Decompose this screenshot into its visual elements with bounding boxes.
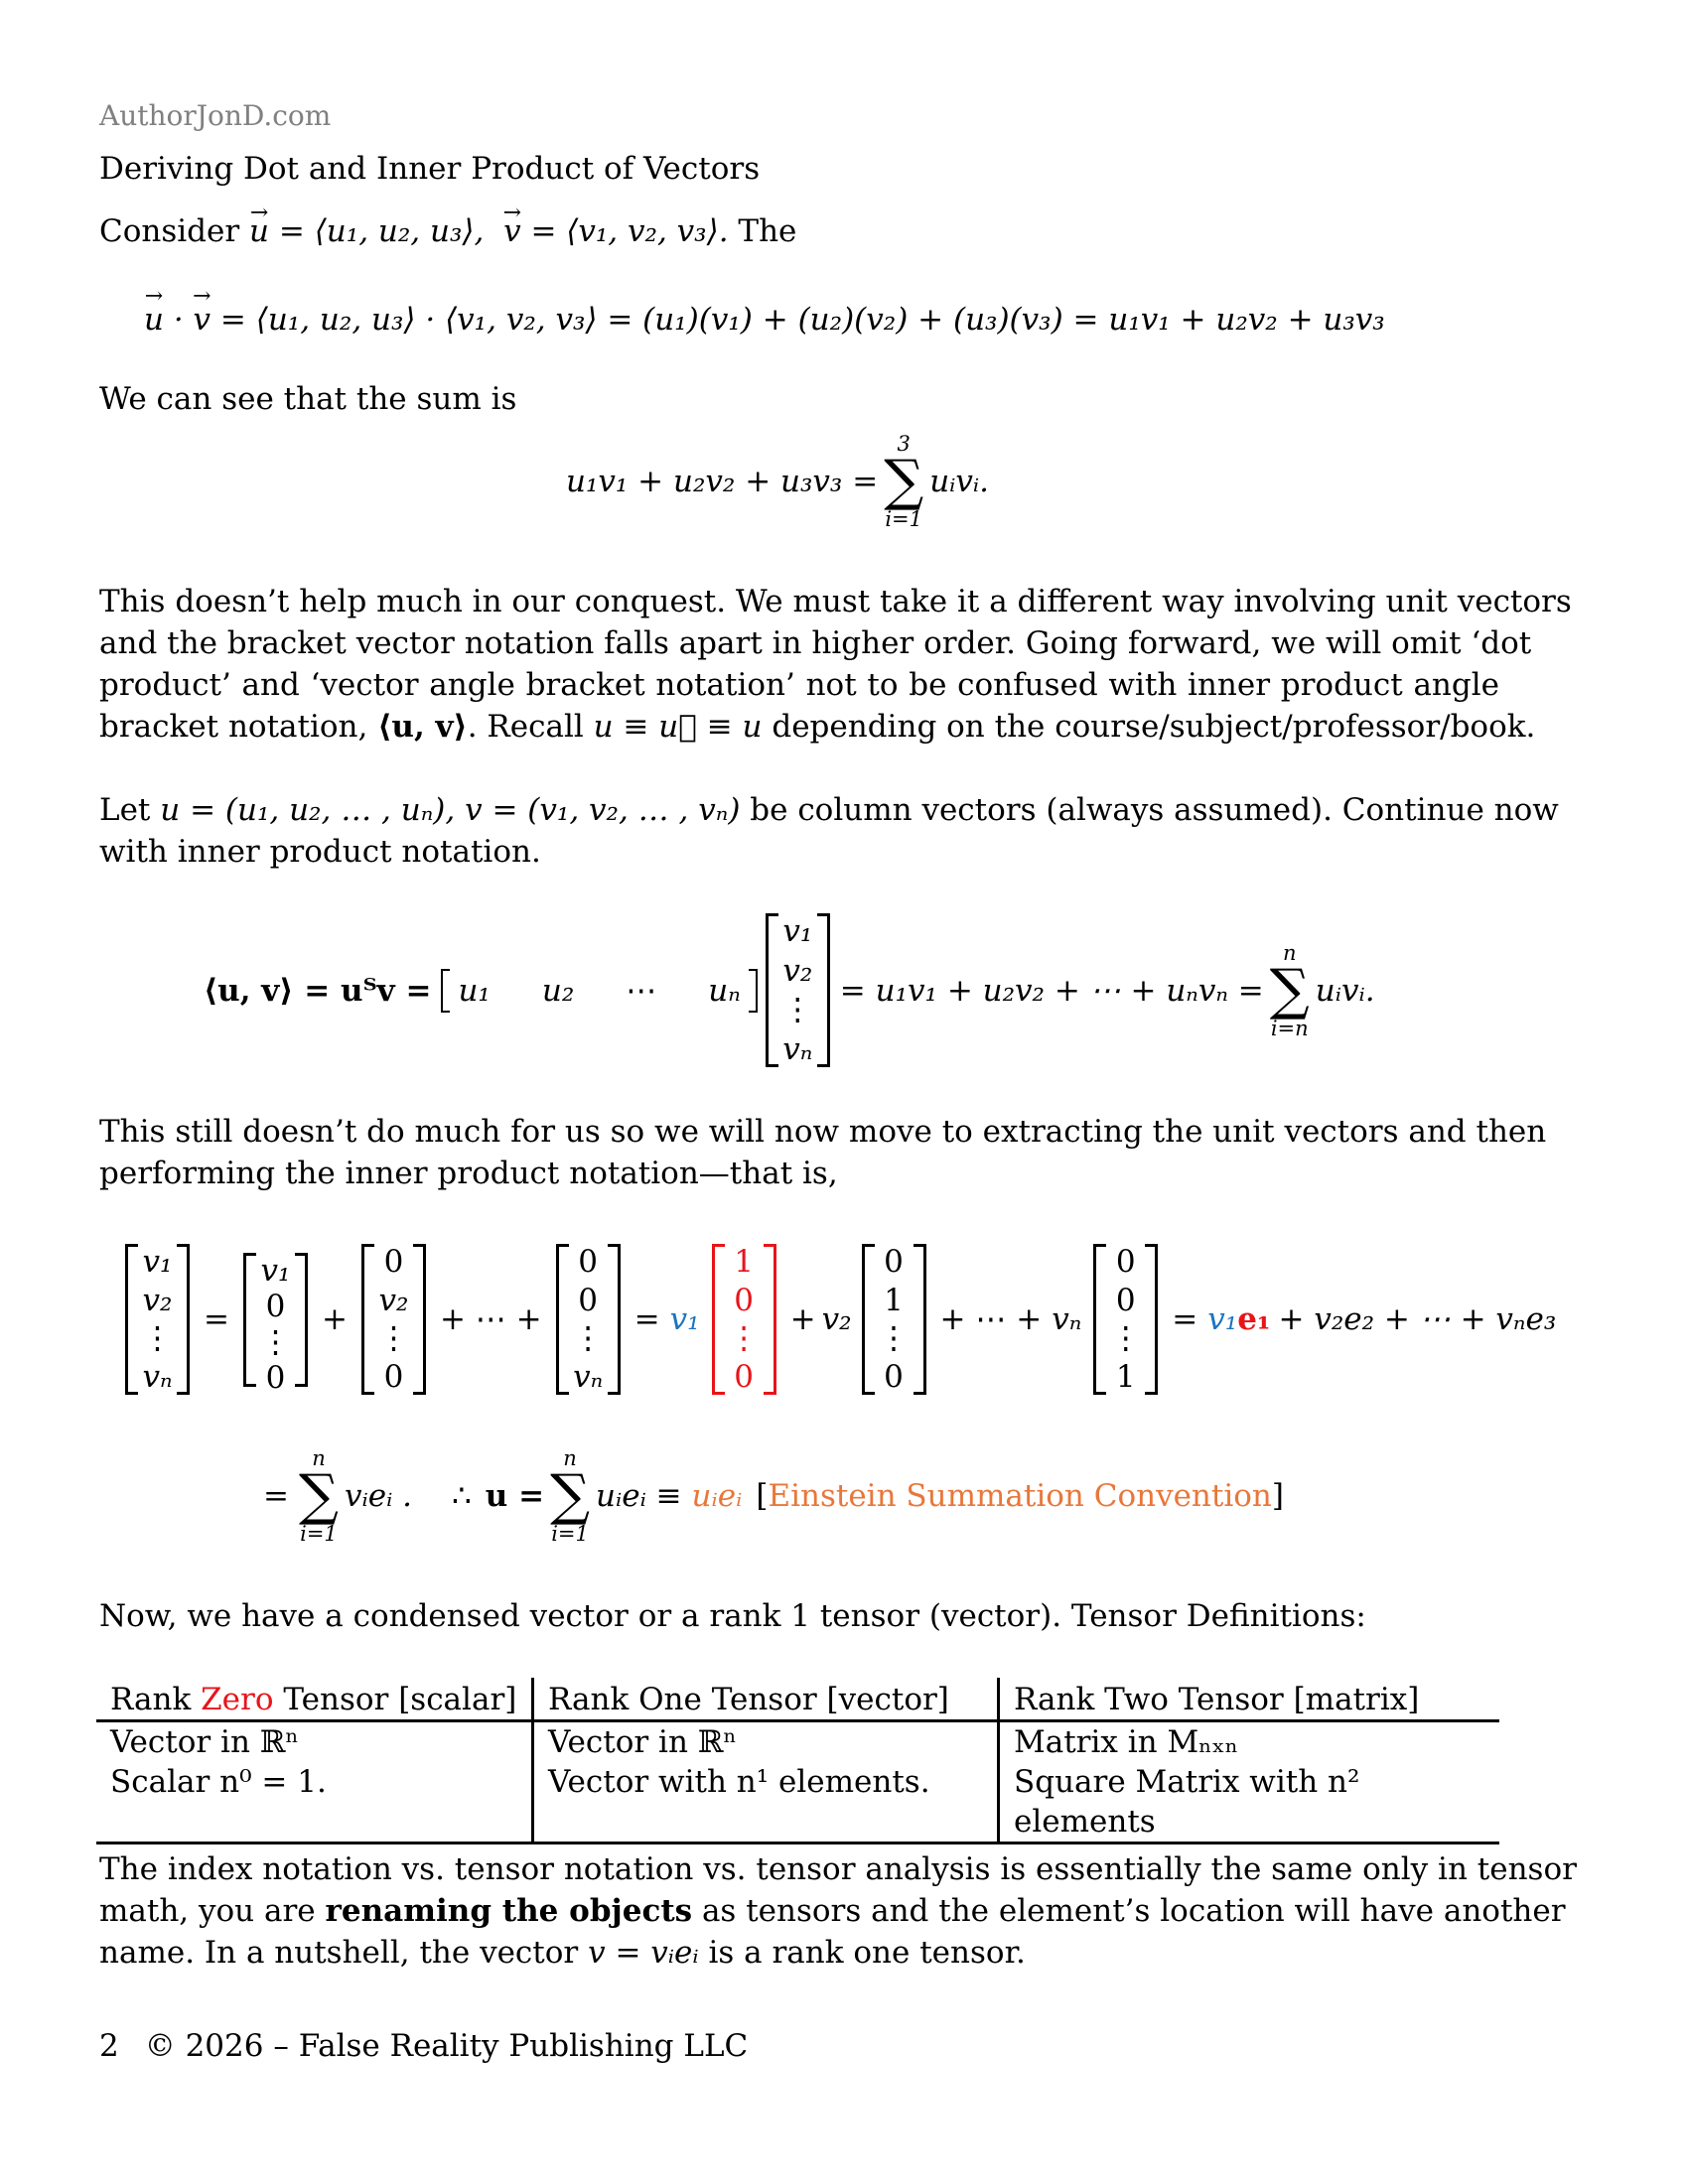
cell: vₙ [142, 1358, 173, 1395]
inner-product-equation [204, 908, 1375, 1072]
notation-equivalence: u ≡ u⃗ ≡ u [593, 709, 763, 745]
cell: v₁ [142, 1244, 173, 1280]
para2-let: Let [99, 792, 161, 828]
sum-lower-limit: i=n [1270, 1016, 1309, 1040]
row-cell: u₂ [541, 972, 575, 1009]
header-rank-zero [96, 1678, 533, 1721]
cell-r2-c1: Scalar n⁰ = 1. [96, 1762, 533, 1843]
cell: ⋮ [377, 1320, 409, 1357]
sum-upper-limit: 3 [897, 432, 911, 456]
para4-line-3 [99, 1932, 1499, 1974]
para4-suffix: as tensors and the element’s location will have another [692, 1893, 1566, 1929]
result-rest: + v₂e₂ + ⋯ + vₙe₃ [1278, 1301, 1557, 1337]
cell: 0 [383, 1358, 404, 1395]
cell: ⋮ [1110, 1320, 1142, 1357]
cell: v₁ [260, 1252, 291, 1289]
cell: 1 [1115, 1358, 1136, 1395]
cell: ⋮ [878, 1320, 910, 1357]
unit-vector-e2 [862, 1244, 926, 1395]
cell: 0 [884, 1244, 904, 1280]
page-footer [99, 2025, 748, 2067]
paragraph-extracting [99, 1111, 1547, 1194]
cell: ⋮ [142, 1320, 173, 1357]
highlight-zero: Zero [201, 1682, 274, 1717]
col-cell: ⋮ [781, 992, 813, 1028]
page-title: Deriving Dot and Inner Product of Vectors [99, 151, 761, 187]
cell: 1 [884, 1282, 904, 1318]
cell: v₂ [142, 1282, 173, 1318]
col-cell: v₁ [782, 913, 813, 949]
site-header: AuthorJonD.com [99, 99, 332, 132]
therefore-symbol: ∴ [452, 1478, 472, 1514]
intro-line [99, 210, 796, 252]
page-number: 2 [99, 2028, 119, 2064]
sum-term-u: uᵢeᵢ ≡ [596, 1478, 682, 1514]
einstein-convention-label: Einstein Summation Convention [768, 1478, 1272, 1514]
cell: 1 [734, 1244, 754, 1280]
intro-prefix: Consider [99, 213, 250, 249]
sum-lower-limit: i=1 [300, 1522, 338, 1546]
cell: ⋮ [259, 1323, 291, 1360]
sum3-lhs: u₁v₁ + u₂v₂ + u₃v₃ = [566, 464, 879, 499]
sum-upper-limit: n [1283, 940, 1297, 965]
cell: ⋮ [728, 1320, 760, 1357]
copyright: © 2026 – False Reality Publishing LLC [144, 2028, 749, 2064]
para4-prefix: math, you are [99, 1893, 326, 1929]
sum-upper-limit: n [563, 1446, 577, 1470]
sum-upper-limit: n [312, 1446, 326, 1470]
inner-lhs: ⟨u, v⟩ = uᵀv = [204, 972, 432, 1009]
einstein-equation: = n ∑ i=1 vᵢeᵢ . ∴ u = n ∑ i=1 uᵢeᵢ ≡ uᵢeᵢ [Einstein Summation Convention] [263, 1446, 1285, 1546]
col-cell: v₂ [782, 952, 813, 989]
header-text: Rank [110, 1682, 202, 1717]
para4-line-2 [99, 1890, 1566, 1932]
table-header-row [96, 1678, 1499, 1721]
cell: vₙ [573, 1358, 604, 1395]
paragraph-column-vectors [99, 789, 1559, 873]
column-vector-v [766, 913, 830, 1067]
para3-line-2: performing the inner product notation—that is, [99, 1156, 838, 1191]
vector-v-column [125, 1244, 190, 1395]
tensor-intro: Now, we have a condensed vector or a rank 1 tensor (vector). Tensor Definitions: [99, 1598, 1366, 1634]
cell-r1-c2: Vector in ℝⁿ [533, 1721, 999, 1763]
cell: 0 [578, 1282, 598, 1318]
ellipsis-plus: + ⋯ + [439, 1301, 542, 1337]
para1-line-2: and the bracket vector notation falls apart in higher order. Going forward, we will omit ‘dot [99, 625, 1532, 661]
header-text: Tensor [scalar] [273, 1682, 517, 1717]
tensor-definitions-table [96, 1678, 1499, 1844]
dot-product-equation: → u · → v = ⟨u₁, u₂, u₃⟩ · ⟨v₁, v₂, v₃⟩ = (u₁)(v₁) + (u₂)(v₂) + (u₃)(v₃) = u₁v₁ + u₂v₂ + u₃v₃ [144, 298, 1385, 341]
cell: 0 [734, 1282, 754, 1318]
cell: 0 [578, 1244, 598, 1280]
cell-r1-c3: Matrix in Mₙₓₙ [1014, 1724, 1239, 1760]
cell: 0 [265, 1359, 286, 1396]
para1-line-4 [99, 706, 1536, 748]
summation-symbol: 3 ∑ i=1 [884, 432, 924, 531]
inner-rhs: = u₁v₁ + u₂v₂ + ⋯ + uₙvₙ = [839, 972, 1264, 1009]
cell: 0 [383, 1244, 404, 1280]
matrix-term-1 [243, 1252, 308, 1396]
summation-symbol: n ∑ i=n [1269, 940, 1310, 1040]
para2-line-2: with inner product notation. [99, 834, 541, 870]
coefficient-v1: v₁ [669, 1301, 700, 1337]
summation-symbol: n ∑ i=1 [550, 1446, 591, 1546]
sum-lower-limit: i=1 [551, 1522, 589, 1546]
bold-phrase: renaming the objects [325, 1893, 693, 1929]
cell-r1-c1: Vector in ℝⁿ [96, 1721, 533, 1763]
sum-lower-limit: i=1 [885, 507, 923, 531]
header-rank-one: Rank One Tensor [vector] [533, 1678, 999, 1721]
unit-vector-en [1093, 1244, 1158, 1395]
para1-line-3: product’ and ‘vector angle bracket notation’ not to be confused with inner product angle [99, 667, 1499, 703]
coefficient-vn: vₙ [1052, 1301, 1082, 1337]
table-row [96, 1721, 1499, 1763]
para4-suffix: is a rank one tensor. [698, 1935, 1026, 1971]
col-cell: vₙ [782, 1030, 813, 1067]
coefficient-v2: v₂ [821, 1301, 852, 1337]
para1-recall: . Recall [467, 709, 594, 745]
dot-product-expansion: ⟨u₁, u₂, u₃⟩ · ⟨v₁, v₂, v₃⟩ = (u₁)(v₁) + (u₂)(v₂) + (u₃)(v₃) = u₁v₁ + u₂v₂ + u₃v₃ [255, 302, 1385, 338]
u-column-def: u = (u₁, u₂, … , uₙ), [160, 792, 456, 828]
sum-term-v: vᵢeᵢ . [344, 1478, 413, 1514]
cell: 0 [265, 1288, 286, 1324]
intro-suffix: The [728, 213, 797, 249]
row-cell: uₙ [708, 972, 741, 1009]
ellipsis-plus: + ⋯ + [939, 1301, 1043, 1337]
v-column-def: v = (v₁, v₂, … , vₙ) [465, 792, 741, 828]
header-rank-two: Rank Two Tensor [matrix] [999, 1678, 1500, 1721]
einstein-term: uᵢeᵢ [691, 1478, 743, 1514]
tensor-expression: v = vᵢeᵢ [588, 1935, 699, 1971]
unit-vector-decomposition: v₁ v₂ ⋮ vₙ = v₁ 0 ⋮ 0 + 0 v₂ ⋮ 0 + ⋯ + 0 0 ⋮ vₙ = v₁ 1 0 ⋮ 0 + v₂ 0 1 ⋮ 0 + ⋯ + vₙ 0 0 ⋮ 1 = v₁ e₁ + v₂e₂ + ⋯ + vₙe₃ [121, 1241, 1556, 1398]
matrix-term-n [556, 1244, 621, 1395]
table-row [96, 1762, 1499, 1843]
para2-line-1 [99, 789, 1559, 831]
cell: ⋮ [572, 1320, 604, 1357]
inner-term: uᵢvᵢ. [1315, 972, 1375, 1009]
matrix-term-2 [361, 1244, 426, 1395]
paragraph-unit-vectors [99, 581, 1572, 748]
para4-prefix: name. In a nutshell, the vector [99, 1935, 589, 1971]
u-equals: u = [485, 1478, 545, 1514]
cell: 0 [734, 1358, 754, 1395]
result-v1: v₁ [1207, 1301, 1238, 1337]
para1-suffix: depending on the course/subject/professor/book. [762, 709, 1536, 745]
result-e1: e₁ [1237, 1301, 1271, 1337]
row-cell: ⋯ [626, 972, 657, 1009]
cell: 0 [884, 1358, 904, 1395]
vector-v: → v [503, 210, 521, 252]
inner-product-notation: ⟨u, v⟩ [377, 709, 468, 745]
sum-intro: We can see that the sum is [99, 381, 517, 417]
v-definition: = ⟨v₁, v₂, v₃⟩. [530, 213, 729, 249]
row-vector-u [441, 969, 757, 1013]
cell-r2-c2: Vector with n¹ elements. [533, 1762, 999, 1843]
u-definition: = ⟨u₁, u₂, u₃⟩, [278, 213, 485, 249]
cell-r2-c3: Square Matrix with n² elements [999, 1762, 1500, 1843]
sum3-equation [566, 422, 989, 541]
para3-line-1: This still doesn’t do much for us so we will now move to extracting the unit vectors and then [99, 1114, 1547, 1150]
paragraph-tensor-notation [99, 1848, 1577, 1974]
vector-u: → u [249, 210, 269, 252]
para1-line-1: This doesn’t help much in our conquest. We must take it a different way involving unit vectors [99, 584, 1572, 619]
unit-vector-e1 [712, 1244, 776, 1395]
cell: 0 [1115, 1244, 1136, 1280]
sum3-term: uᵢvᵢ. [929, 464, 989, 499]
summation-symbol: n ∑ i=1 [298, 1446, 339, 1546]
cell: v₂ [378, 1282, 409, 1318]
para2-suffix: be column vectors (always assumed). Continue now [740, 792, 1559, 828]
row-cell: u₁ [458, 972, 491, 1009]
para4-line-1: The index notation vs. tensor notation vs. tensor analysis is essentially the same only in tensor [99, 1851, 1577, 1887]
cell: 0 [1115, 1282, 1136, 1318]
para1-prefix: bracket notation, [99, 709, 378, 745]
